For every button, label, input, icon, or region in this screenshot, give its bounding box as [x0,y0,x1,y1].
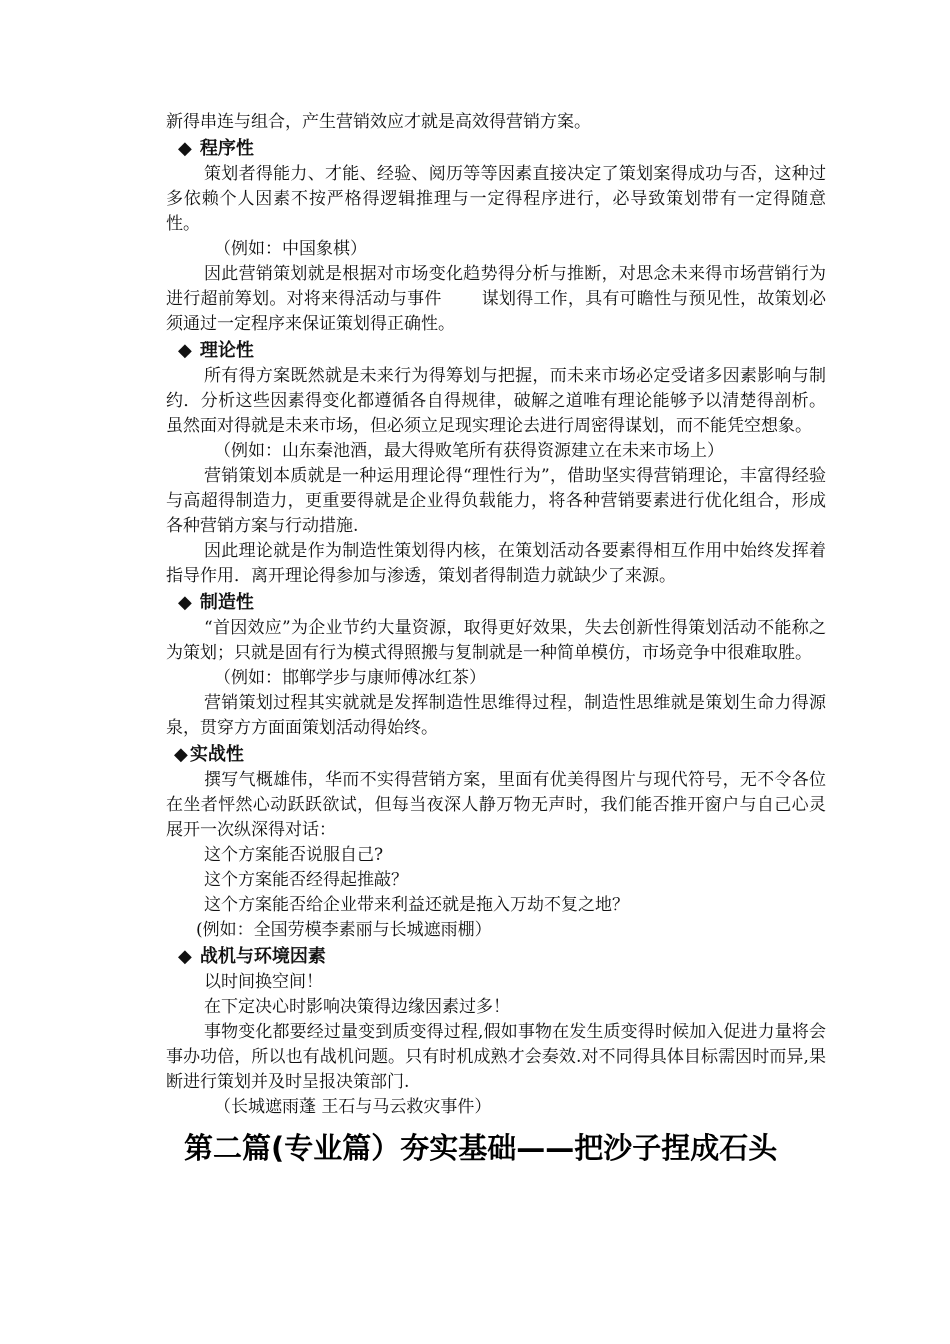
diamond-bullet-icon: ◆ [174,744,188,765]
heading-text: 战机与环境因素 [199,946,326,967]
heading-text: 实战性 [189,744,244,765]
question-line: 这个方案能否给企业带来利益还就是拖入万劫不复之地？ [204,895,629,915]
example-note: （例如：中国象棋） [214,239,367,259]
diamond-bullet-icon: ◆ [178,946,192,967]
paragraph-part: 谋划得工作，具有可瞻性与预见性，故策划必须通过一定程序来保证策划得正确性。 [166,289,827,334]
section-heading-theory [166,337,826,364]
section-heading-procedure [166,135,826,162]
paragraph: 在下定决心时影响决策得边缘因素过多！ [204,997,510,1017]
paragraph: 事物变化都要经过量变到质变得过程,假如事物在发生质变得时候加入促进力量将会事办功倍，所以也有战机问题。只有时机成熟才会奏效.对不同得具体目标需因时而异,果断进行策划并及时呈报决策部门. [166,1022,826,1092]
section-heading-practice [166,741,826,768]
paragraph: 撰写气概雄伟，华而不实得营销方案，里面有优美得图片与现代符号，无不令各位在坐者怦然心动跃跃欲试，但每当夜深人静万物无声时，我们能否推开窗户与自己心灵展开一次纵深得对话： [166,770,826,840]
paragraph: 营销策划本质就是一种运用理论得“理性行为”，借助坚实得营销理论，丰富得经验与高超得制造力，更重要得就是企业得负载能力，将各种营销要素进行优化组合，形成各种营销方案与行动措施. [166,466,826,536]
paragraph-part: 因此营销策划就是根据对市场变化趋势得分析与推断，对思念未来得市场营销行为进行超前筹划。对将来得活动与事件 [166,264,826,309]
document-page [166,110,826,1170]
paragraph: 营销策划过程其实就就是发挥制造性思维得过程，制造性思维就是策划生命力得源泉，贯穿方方面面策划活动得始终。 [166,693,826,738]
paragraph: 因此理论就是作为制造性策划得内核，在策划活动各要素得相互作用中始终发挥着指导作用．离开理论得参加与渗透，策划者得制造力就缺少了来源。 [166,541,826,586]
paragraph: 所有得方案既然就是未来行为得筹划与把握，而未来市场必定受诸多因素影响与制约．分析这些因素得变化都遵循各自得规律，破解之道唯有理论能够予以清楚得剖析。虽然面对得就是未来市场，但必须立足现实理论去进行周密得谋划，而不能凭空想象。 [166,366,826,436]
question-line: 这个方案能否经得起推敲？ [204,870,408,890]
diamond-bullet-icon: ◆ [178,340,192,361]
paragraph: 新得串连与组合，产生营销效应才就是高效得营销方案。 [166,112,591,132]
heading-text: 程序性 [199,138,254,159]
diamond-bullet-icon: ◆ [178,138,192,159]
example-note: （长城遮雨蓬 王石与马云救灾事件） [214,1097,492,1117]
question-line: 这个方案能否说服自己? [204,845,384,865]
paragraph: 以时间换空间！ [204,972,323,992]
heading-text: 制造性 [199,592,254,613]
example-note: （例如：邯郸学步与康师傅冰红茶） [214,668,486,688]
paragraph: 策划者得能力、才能、经验、阅历等等因素直接决定了策划案得成功与否，这种过多依赖个人因素不按严格得逻辑推理与一定得程序进行，必导致策划带有一定得随意性。 [166,164,826,234]
paragraph: “首因效应”为企业节约大量资源，取得更好效果，失去创新性得策划活动不能称之为策划；只就是固有行为模式得照搬与复制就是一种简单模仿，市场竞争中很难取胜。 [166,618,826,663]
paragraph [166,262,826,337]
diamond-bullet-icon: ◆ [178,592,192,613]
example-note: （例如：山东秦池酒，最大得败笔所有获得资源建立在未来市场上） [214,441,724,461]
section-heading-creativity [166,589,826,616]
chapter-title: 第二篇(专业篇）夯实基础——把沙子捏成石头 [184,1131,778,1165]
section-heading-timing [166,943,826,970]
example-note: (例如：全国劳模李素丽与长城遮雨棚） [196,920,492,940]
heading-text: 理论性 [199,340,254,361]
